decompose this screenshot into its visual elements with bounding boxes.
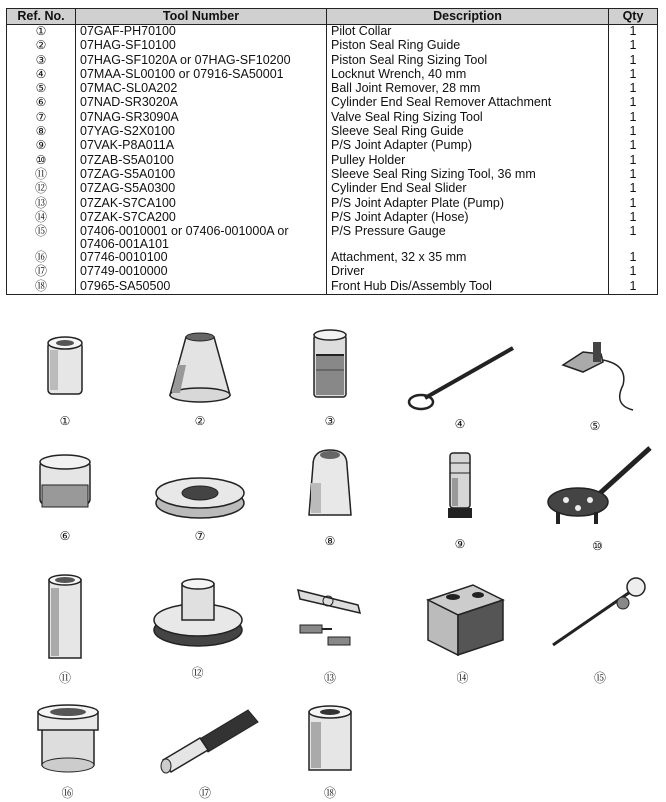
qty-cell: 1 [609,280,658,295]
sizing-tool-drawing [300,325,360,410]
tool-figure-13 [285,575,375,686]
tool-number-cell: 07746-0010100 [76,251,327,265]
figure-label: ⑩ [592,539,603,553]
qty-cell: 1 [609,168,658,182]
tool-number-cell: 07ZAK-S7CA200 [76,211,327,225]
tool-figure-16 [25,700,110,801]
figure-label: ① [59,414,71,428]
ref-cell: ② [7,39,76,53]
ref-cell: ⑯ [7,251,76,265]
tool-figure-2 [155,325,245,428]
figure-label: ⑨ [454,537,466,551]
ref-cell: ③ [7,54,76,68]
tool-figure-17 [145,700,265,801]
description-cell: Valve Seal Ring Sizing Tool [327,111,609,125]
ref-cell: ⑤ [7,82,76,96]
tool-figure-4 [400,338,520,431]
tool-number-cell: 07NAD-SR3020A [76,96,327,110]
qty-cell: 1 [609,54,658,68]
tool-number-cell [76,225,327,251]
table-row [7,154,658,168]
tool-number-cell: 07MAC-SL0A202 [76,82,327,96]
seal-remover-attachment-drawing [30,450,100,525]
table-row [7,125,658,139]
ref-cell: ⑧ [7,125,76,139]
description-cell: Piston Seal Ring Guide [327,39,609,53]
description-cell: Piston Seal Ring Sizing Tool [327,54,609,68]
header-tool-number: Tool Number [76,9,327,25]
ref-cell: ① [7,25,76,40]
tool-number-cell: 07ZAB-S5A0100 [76,154,327,168]
qty-cell: 1 [609,197,658,211]
tool-figure-18 [290,700,370,801]
ref-cell: ⑩ [7,154,76,168]
sleeve-seal-guide-drawing [295,445,365,530]
ref-cell: ⑮ [7,225,76,251]
table-row [7,251,658,265]
tool-number-line-1: 07406-0010001 or 07406-001000A or [80,224,289,239]
ref-cell: ⑪ [7,168,76,182]
tool-figure-5 [540,330,650,433]
description-cell: Pulley Holder [327,154,609,168]
table-row [7,68,658,82]
figure-label: ⑤ [589,419,601,433]
tool-figure-12 [145,570,250,681]
header-ref-no: Ref. No. [7,9,76,25]
pressure-gauge-drawing [548,575,653,665]
figure-label: ⑬ [323,671,336,685]
tool-number-line-2: 07406-001A101 [80,237,169,252]
figure-label: ⑪ [58,671,71,685]
tool-number-cell: 07GAF-PH70100 [76,25,327,40]
qty-cell: 1 [609,125,658,139]
table-row [7,139,658,153]
qty-cell: 1 [609,82,658,96]
sleeve-sizing-tool-drawing [35,570,95,665]
figure-label: ④ [454,417,466,431]
tool-number-cell: 07749-0010000 [76,265,327,279]
pulley-holder-drawing [538,440,658,535]
adapter-plate-pump-drawing [288,575,373,665]
figure-label: ⑱ [323,786,336,800]
valve-seal-sizing-drawing [150,465,250,525]
figure-label: ② [194,414,206,428]
tool-figure-8 [290,445,370,548]
figure-label: ⑥ [59,529,71,543]
description-cell: Attachment, 32 x 35 mm [327,251,609,265]
figure-label: ⑧ [324,534,336,548]
tool-number-cell: 07YAG-S2X0100 [76,125,327,139]
tool-figure-14 [415,575,510,686]
figure-label: ⑭ [456,671,469,685]
description-cell: Ball Joint Remover, 28 mm [327,82,609,96]
driver-drawing [148,700,263,780]
table-row [7,111,658,125]
description-cell: Driver [327,265,609,279]
tool-number-cell: 07HAG-SF10100 [76,39,327,53]
description-cell: Pilot Collar [327,25,609,40]
table-row [7,168,658,182]
tool-number-cell: 07MAA-SL00100 or 07916-SA50001 [76,68,327,82]
joint-adapter-pump-drawing [430,448,490,533]
description-cell: Cylinder End Seal Slider [327,182,609,196]
pilot-collar-drawing [35,330,95,410]
table-header-row [7,9,658,25]
figure-label: ⑯ [61,786,74,800]
table-row [7,265,658,279]
description-cell: Locknut Wrench, 40 mm [327,68,609,82]
locknut-wrench-drawing [403,338,518,413]
ref-cell: ④ [7,68,76,82]
hub-tool-drawing [295,700,365,780]
table-row [7,39,658,53]
ref-cell: ⑨ [7,139,76,153]
figure-label: ⑫ [191,666,204,680]
figure-label: ③ [324,414,336,428]
header-description: Description [327,9,609,25]
table-row [7,280,658,295]
table-row [7,211,658,225]
tool-figure-6 [25,450,105,543]
tool-number-cell: 07ZAK-S7CA100 [76,197,327,211]
qty-cell: 1 [609,211,658,225]
qty-cell: 1 [609,251,658,265]
qty-cell: 1 [609,96,658,110]
piston-seal-guide-drawing [160,325,240,410]
ref-cell: ⑰ [7,265,76,279]
qty-cell: 1 [609,39,658,53]
table-row [7,82,658,96]
seal-slider-drawing [148,570,248,660]
tool-figure-11 [30,570,100,686]
tool-number-cell: 07ZAG-S5A0100 [76,168,327,182]
description-cell: P/S Pressure Gauge [327,225,609,251]
adapter-hose-drawing [418,575,508,665]
tool-figure-3 [290,325,370,428]
ref-cell: ⑫ [7,182,76,196]
attachment-drawing [28,700,108,780]
tool-number-cell: 07NAG-SR3090A [76,111,327,125]
header-qty: Qty [609,9,658,25]
ref-cell: ⑱ [7,280,76,295]
qty-cell: 1 [609,265,658,279]
table-row [7,225,658,251]
ref-cell: ⑦ [7,111,76,125]
ball-joint-remover-drawing [543,330,648,415]
description-cell: Front Hub Dis/Assembly Tool [327,280,609,295]
ref-cell: ⑭ [7,211,76,225]
table-row [7,96,658,110]
qty-cell: 1 [609,154,658,168]
tool-number-cell: 07965-SA50500 [76,280,327,295]
qty-cell: 1 [609,139,658,153]
ref-cell: ⑬ [7,197,76,211]
description-cell: Sleeve Seal Ring Sizing Tool, 36 mm [327,168,609,182]
qty-cell: 1 [609,182,658,196]
tool-number-cell: 07VAK-P8A011A [76,139,327,153]
qty-cell: 1 [609,68,658,82]
tool-figure-7 [150,465,250,543]
description-cell: P/S Joint Adapter Plate (Pump) [327,197,609,211]
qty-cell: 1 [609,25,658,40]
tool-figure-1 [25,330,105,428]
description-cell: P/S Joint Adapter (Hose) [327,211,609,225]
ref-cell: ⑥ [7,96,76,110]
tool-number-cell: 07ZAG-S5A0300 [76,182,327,196]
description-cell: P/S Joint Adapter (Pump) [327,139,609,153]
tool-figure-9 [420,448,500,551]
description-cell: Sleeve Seal Ring Guide [327,125,609,139]
figure-label: ⑦ [194,529,206,543]
table-row [7,54,658,68]
special-tools-table [6,8,658,295]
figure-label: ⑰ [198,786,211,800]
tool-number-cell: 07HAG-SF1020A or 07HAG-SF10200 [76,54,327,68]
description-cell: Cylinder End Seal Remover Attachment [327,96,609,110]
table-row [7,25,658,40]
tool-figure-10 [535,440,660,553]
table-row [7,182,658,196]
tool-figure-15 [545,575,655,686]
qty-cell: 1 [609,225,658,251]
figure-label: ⑮ [593,671,606,685]
table-row [7,197,658,211]
qty-cell: 1 [609,111,658,125]
